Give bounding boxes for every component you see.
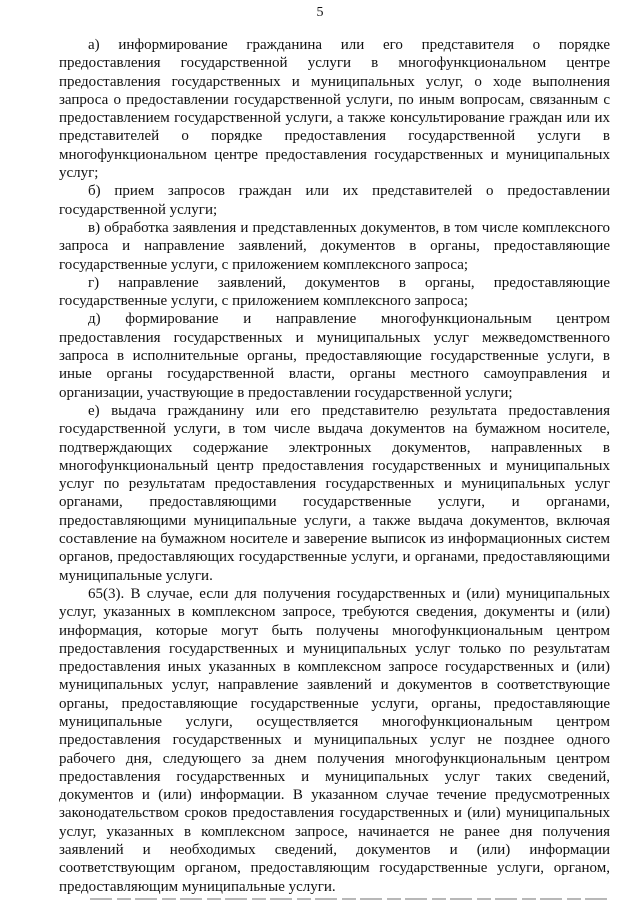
paragraph-e: е) выдача гражданину или его представителю результата предоставления государственной услуги, в том числе выдача документов на бумажном носителе, подтверждающих содержание электронных документов, направленных в многофункциональный центр предоставления государственных и муниципальных услуг по результатам предоставления государственных и муниципальных услуг органами, предоставляющими государственные услуги, и органами, предоставляющими муниципальные услуги, а также выдача документов, включая составление на бумажном носителе и заверение выписок из информационных систем органов, предоставляющих государственные услуги, и органами, предоставляющими муниципальные услуги. bbox=[59, 402, 610, 584]
paragraph-g: г) направление заявлений, документов в органы, предоставляющие государственные услуги, с приложением комплексного запроса; bbox=[59, 274, 610, 310]
paragraph-b: б) прием запросов граждан или их представителей о предоставлении государственной услуги; bbox=[59, 183, 610, 218]
page-number: 5 bbox=[316, 5, 324, 20]
document-body bbox=[59, 36, 610, 896]
paragraph-65-3: 65(3). В случае, если для получения государственных и (или) муниципальных услуг, указанных в комплексном запросе, требуются сведения, документы и (или) информация, которые могут быть получены многофункциональным центром предоставления государственных и муниципальных услуг только по результатам предоставления иных указанных в комплексном запросе государственных и (или) муниципальных услуг, направление заявлений и документов в соответствующие органы, предоставляющие государственные услуги, органы, предоставляющие муниципальные услуги, осуществляется многофункциональным центром предоставления государственных и муниципальных услуг не позднее одного рабочего дня, следующего за днем получения многофункциональным центром предоставления государственных и муниципальных услуг таких сведений, документов и (или) информации. В указанном случае течение предусмотренных законодательством сроков предоставления государственных и (или) муниципальных услуг, указанных в комплексном запросе, начинается не ранее дня получения заявлений и необходимых сведений, документов и (или) информации соответствующим органом, предоставляющим государственные услуги, органом, предоставляющим муниципальные услуги. bbox=[59, 585, 610, 895]
paragraph-d: д) формирование и направление многофункциональным центром предоставления государственных и муниципальных услуг межведомственного запроса в исполнительные органы, предоставляющие государственные услуги, в иные органы государственной власти, органы местного самоуправления и организации, участвующие в предоставлении государственной услуги; bbox=[59, 311, 610, 401]
paragraph-v: в) обработка заявления и представленных документов, в том числе комплексного запроса и направление заявлений, документов в органы, предоставляющие государственные услуги, с приложением комплексного запроса; bbox=[59, 219, 610, 273]
scan-footer-line bbox=[90, 898, 610, 900]
paragraph-a: а) информирование гражданина или его представителя о порядке предоставления государственной услуги в многофункциональном центре предоставления государственных и муниципальных услуг, о ходе выполнения запроса о предоставлении государственной услуги, по иным вопросам, связанным с предоставлением государственной услуги, а также консультирование граждан или их представителей о порядке предоставления государственной услуги в многофункциональном центре предоставления государственных и муниципальных услуг; bbox=[59, 37, 610, 182]
